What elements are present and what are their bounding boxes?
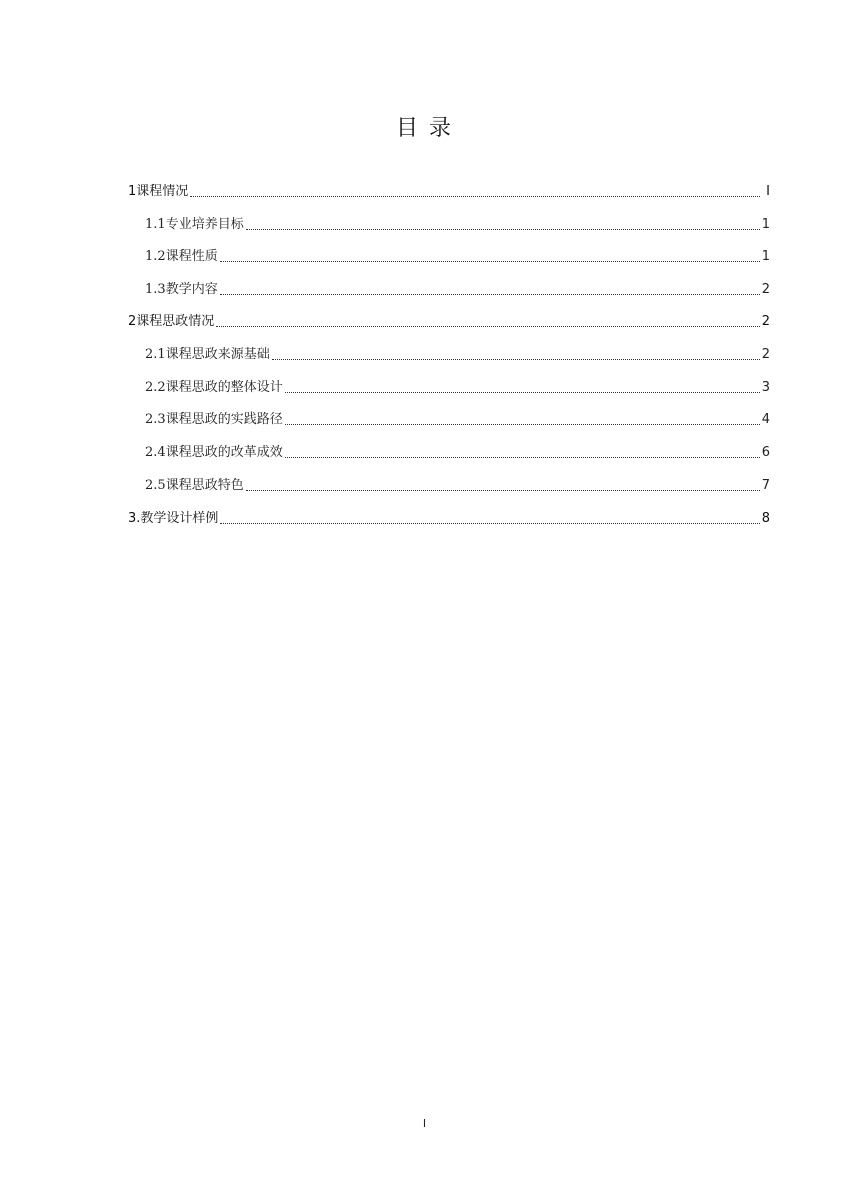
toc-entry-title: 课程情况 xyxy=(136,184,189,199)
toc-dot-leader xyxy=(272,359,760,360)
toc-entry-title: 教学内容 xyxy=(165,282,218,297)
toc-entry-number: 3. xyxy=(128,511,141,526)
toc-entry-1-2[interactable] xyxy=(145,247,770,267)
toc-entry-page: 1 xyxy=(761,249,770,264)
toc-dot-leader xyxy=(220,523,759,524)
toc-entry-title: 专业培养目标 xyxy=(165,217,244,232)
toc-entry-number: 2.2 xyxy=(145,380,166,395)
toc-entry-2-2[interactable] xyxy=(145,378,770,398)
toc-entry-2-3[interactable] xyxy=(145,410,770,430)
toc-entry-title: 课程性质 xyxy=(165,249,218,264)
toc-entry-2-5[interactable] xyxy=(145,476,770,496)
toc-entry-page: 1 xyxy=(761,217,770,232)
toc-entry-title: 课程思政特色 xyxy=(165,478,244,493)
toc-entry-1-3[interactable] xyxy=(145,280,770,300)
toc-entry-page: 6 xyxy=(761,445,770,460)
toc-entry-number: 1.1 xyxy=(145,217,166,232)
toc-entry-2[interactable] xyxy=(128,312,770,332)
toc-entry-3[interactable] xyxy=(128,509,770,529)
toc-dot-leader xyxy=(246,490,760,491)
footer-page-number: I xyxy=(422,1117,427,1130)
toc-entry-number: 2 xyxy=(128,314,137,329)
toc-entry-title: 课程思政的整体设计 xyxy=(165,380,283,395)
toc-dot-leader xyxy=(216,326,759,327)
toc-entry-page: 8 xyxy=(761,511,770,526)
toc-entry-number: 2.4 xyxy=(145,445,166,460)
toc-entry-title: 课程思政的改革成效 xyxy=(165,445,283,460)
toc-dot-leader xyxy=(285,392,760,393)
toc-entry-title: 课程思政来源基础 xyxy=(165,347,270,362)
toc-dot-leader xyxy=(285,457,760,458)
toc-dot-leader xyxy=(190,196,760,197)
toc-dot-leader xyxy=(220,294,760,295)
toc-entry-page: 2 xyxy=(761,314,770,329)
toc-dot-leader xyxy=(285,424,760,425)
toc-entry-1[interactable] xyxy=(128,182,770,202)
toc-entry-2-4[interactable] xyxy=(145,443,770,463)
toc-entry-number: 1.3 xyxy=(145,282,166,297)
toc-entry-1-1[interactable] xyxy=(145,215,770,235)
toc-entry-number: 2.3 xyxy=(145,412,166,427)
toc-entry-title: 教学设计样例 xyxy=(140,511,219,526)
toc-entry-page: 3 xyxy=(761,380,770,395)
toc-entry-page: 2 xyxy=(761,347,770,362)
toc-dot-leader xyxy=(246,229,760,230)
toc-entry-number: 2.1 xyxy=(145,347,166,362)
toc-entry-title: 课程思政情况 xyxy=(136,314,215,329)
toc-entry-number: 1.2 xyxy=(145,249,166,264)
toc-entry-page: 4 xyxy=(761,412,770,427)
toc-entry-2-1[interactable] xyxy=(145,345,770,365)
toc-entry-page: 7 xyxy=(761,478,770,493)
toc-entry-number: 1 xyxy=(128,184,137,199)
toc-entry-title: 课程思政的实践路径 xyxy=(165,412,283,427)
toc-entry-page: I xyxy=(766,184,770,199)
toc-title: 目 录 xyxy=(396,116,453,141)
toc-entry-number: 2.5 xyxy=(145,478,166,493)
toc-dot-leader xyxy=(220,261,760,262)
toc-entry-page: 2 xyxy=(761,282,770,297)
